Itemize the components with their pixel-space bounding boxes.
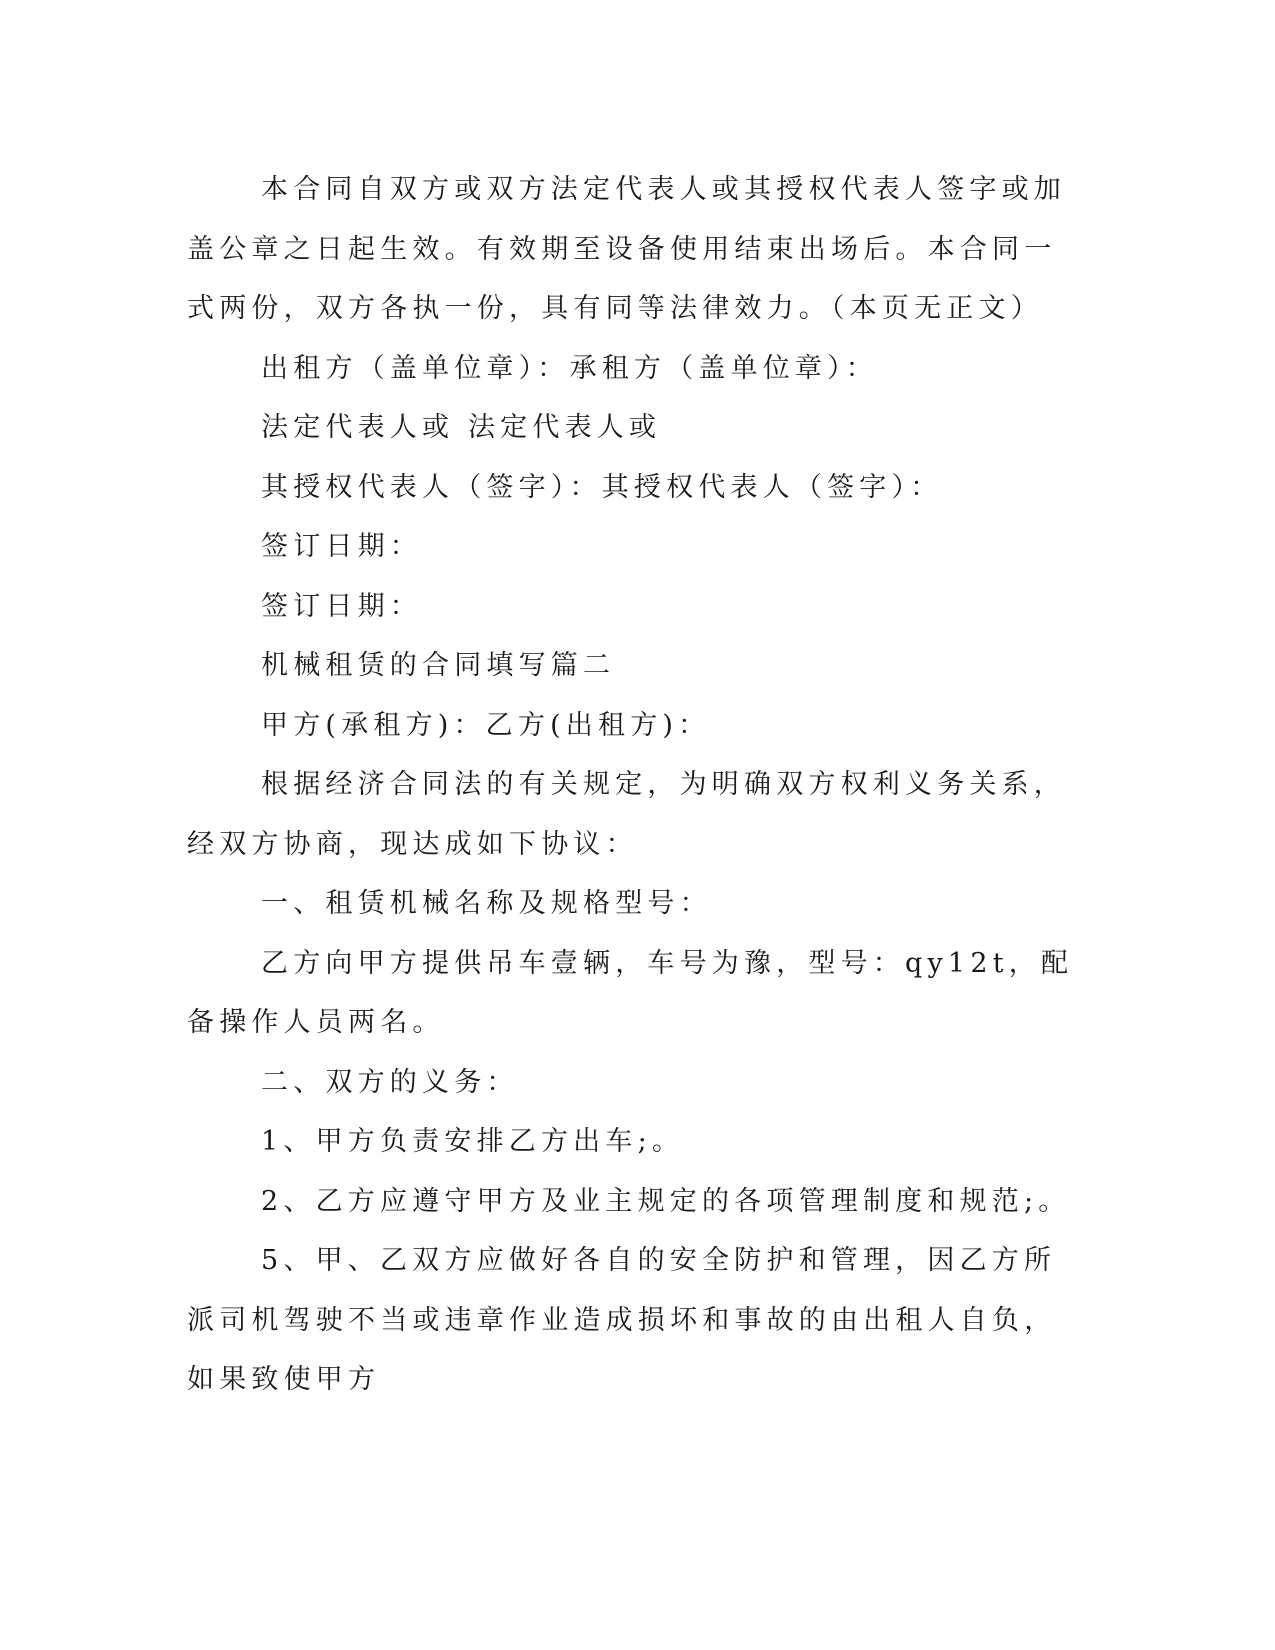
paragraph-preamble: 根据经济合同法的有关规定，为明确双方权利义务关系，经双方协商，现达成如下协议： xyxy=(187,769,1066,860)
clause-heading-2: 二、双方的义务： xyxy=(261,1066,519,1098)
list-item-duty-2: 2、乙方应遵守甲方及业主规定的各项管理制度和规范;。 xyxy=(261,1185,1071,1217)
paragraph-effectiveness-clause: 本合同自双方或双方法定代表人或其授权代表人签字或加盖公章之日起生效。有效期至设备使用结束出场后。本合同一式两份，双方各执一份，具有同等法律效力。（本页无正文） xyxy=(187,174,1066,324)
paragraph-parties: 甲方(承租方)：乙方(出租方)： xyxy=(261,709,711,741)
document-body xyxy=(187,160,1087,1410)
paragraph-signing-date-2: 签订日期： xyxy=(261,590,422,622)
clause-heading-1: 一、租赁机械名称及规格型号： xyxy=(261,888,712,919)
paragraph-equipment-description: 乙方向甲方提供吊车壹辆，车号为豫，型号：qy12t，配备操作人员两名。 xyxy=(187,947,1074,1038)
list-item-duty-1: 1、甲方负责安排乙方出车;。 xyxy=(261,1126,685,1157)
paragraph-signature-parties: 出租方（盖单位章）：承租方（盖单位章）： xyxy=(261,352,878,384)
list-item-duty-5: 5、甲、乙双方应做好各自的安全防护和管理，因乙方所派司机驾驶不当或违章作业造成损坏和事故的由出租人自负，如果致使甲方 xyxy=(187,1245,1057,1395)
paragraph-authorized-representative: 其授权代表人（签字）：其授权代表人（签字）： xyxy=(261,471,943,503)
section-heading-part-two: 机械租赁的合同填写篇二 xyxy=(261,650,616,681)
paragraph-signing-date-1: 签订日期： xyxy=(261,531,422,562)
paragraph-legal-representative: 法定代表人或 法定代表人或 xyxy=(261,412,662,443)
